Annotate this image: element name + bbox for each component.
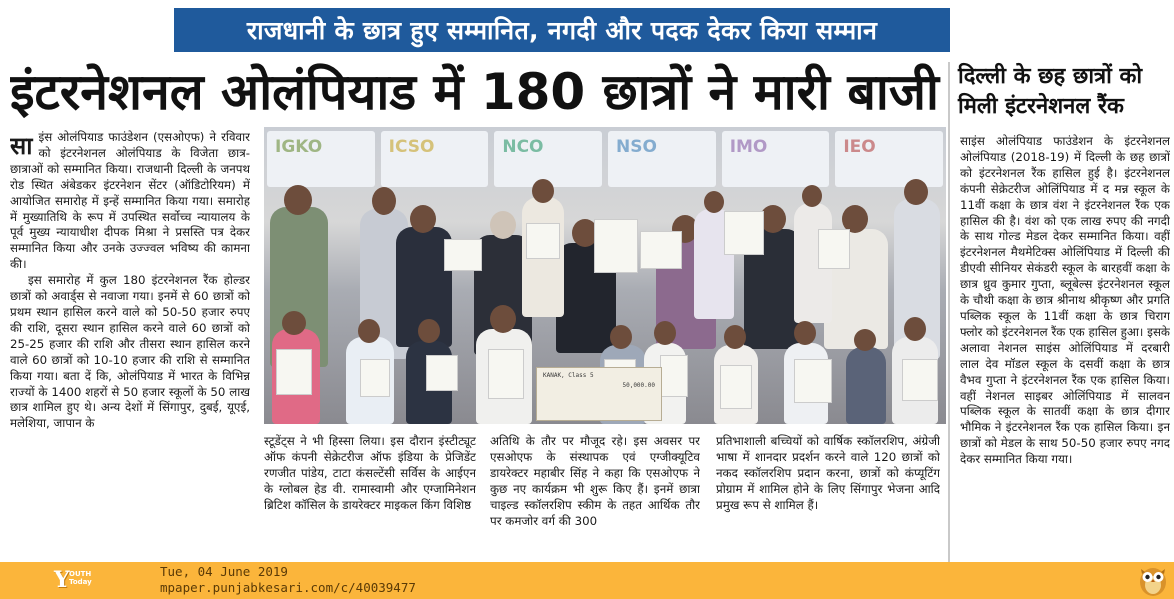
certificate: [640, 231, 682, 269]
publication-url[interactable]: mpaper.punjabkesari.com/c/40039477: [160, 580, 416, 595]
cheque-payee: KANAK, Class 5: [543, 372, 594, 379]
article-column-2: स्टूडेंट्स ने भी हिस्सा लिया। इस दौरान इंस्टीट्यूट ऑफ कंपनी सेक्रेटरीज ऑफ इंडिया के प्रेजिडेंट रणजीत पांडेय, टाटा कंसल्टेंसी सर्विस के आईएन के ग्लोबल हेड वी. रामास्वामी और एग्जामिनेशन ब्रिटिश कॉसिल के डायरेक्टर माइकल किंग विशिष्ठ: [264, 434, 476, 512]
certificate: [794, 359, 832, 403]
article-paragraph-2: इस समारोह में कुल 180 इंटरनेशनल रैंक होल्डर छात्रों को अवार्ड्स से नवाजा गया। इनमें से 60 छात्रों को प्रथम स्थान हासिल करने वाले को 50-50 हजार रुपए की राशि, दूसरा स्थान हासिल करने वाले 60 छात्रों को 25-25 हजार की राशि और तीसरा स्थान हासिल करने वाले 60 छात्रों को 10-10 हजार की राशि से सम्मानित किया गया। बता दें कि, ओलंपियाड में भारत के विभिन्न राज्यों के 1400 शहरों से 50 हजार स्कूलों के 50 लाख छात्र शामिल हुए थे। अन्य देशों में सिंगापुर, दुबई, यूएई, मलेशिया, जापान के: [10, 273, 250, 431]
logo-letter: Y: [54, 567, 70, 593]
student-head: [904, 317, 926, 341]
certificate: [660, 355, 688, 397]
student-head: [358, 319, 380, 343]
certificate: [902, 359, 938, 401]
owl-icon: [1136, 563, 1170, 597]
footer-bar: [0, 562, 1174, 599]
cheque-amount: 50,000.00: [622, 382, 655, 389]
student-head: [654, 321, 676, 345]
adult-head: [372, 187, 396, 215]
adult-head: [904, 179, 928, 205]
student-head: [704, 191, 724, 213]
headline: इंटरनेशनल ओलंपियाड में 180 छात्रों ने मारी बाजी: [10, 63, 939, 121]
kicker-text: राजधानी के छात्र हुए सम्मानित, नगदी और पदक देकर किया सम्मान: [246, 16, 878, 45]
olympiad-banner: NSO: [608, 131, 716, 187]
article-paragraph-1: [10, 130, 250, 273]
student-head: [724, 325, 746, 349]
sidebar-title: दिल्ली के छह छात्रों को मिली इंटरनेशनल रैंक: [958, 64, 1143, 119]
student-head: [490, 305, 516, 333]
certificate: [488, 349, 524, 399]
ceremony-photo: [264, 127, 946, 424]
certificate: [818, 229, 850, 269]
student-head: [854, 329, 876, 351]
student-head: [532, 179, 554, 203]
cheque-board: [536, 367, 662, 421]
student-head: [282, 311, 306, 335]
adult-head: [284, 185, 312, 215]
student-head: [418, 319, 440, 343]
article-paragraph-1-text: इंस ओलंपियाड फाउंडेशन (एसओएफ) ने रविवार को इंटरनेशनल ओलंपियाड के विजेता छात्र-छात्राओं को सम्मानित किया। राजधानी दिल्ली के जनपथ रोड स्थित अंबेडकर इंटरनेशन सेंटर (ऑडिटोरियम) में आयोजित समारोह में इन्हें सम्मानित किया गया। समारोह में मुख्यातिथि के रूप में उपस्थित सर्वोच्च न्यायालय के पूर्व मुख्य न्यायाधीश दीपक मिश्रा ने प्रसस्ति पत्र देकर सम्मानित किया और उनके उज्ज्वल भविष्य की कामना की।: [10, 130, 250, 272]
certificate: [720, 365, 752, 409]
column-divider: [948, 62, 950, 562]
olympiad-banner: IGKO: [267, 131, 375, 187]
dropcap: सा: [10, 132, 33, 160]
student-figure: [846, 347, 886, 424]
student-head: [802, 185, 822, 207]
certificate: [594, 219, 638, 273]
publication-date: Tue, 04 June 2019: [160, 564, 288, 579]
article-column-3: अतिथि के तौर पर मौजूद रहे। इस अवसर पर एसओएफ के संस्थापक एवं एग्जीक्यूटिव डायरेक्टर महाबीर सिंह ने कहा कि एसओएफ ने कुछ नए कार्यक्रम भी शुरू किए हैं। इनमें छात्रा चाइल्ड स्कॉलरशिप स्कीम के तहत आर्थिक तौर पर कमजोर वर्ग की 300: [490, 434, 700, 528]
olympiad-banner: ICSO: [381, 131, 489, 187]
article-column-4: प्रतिभाशाली बच्चियों को वार्षिक स्कॉलरशिप, अंग्रेजी भाषा में शानदार प्रदर्शन करने वाले 120 छात्रों को नकद स्कॉलरशिप प्रदान करना, छात्रों को कंप्यूटिंग प्रोग्राम में शामिल होने के लिए सिंगापुर भेजना आदि प्रमुख रूप से शामिल हैं।: [716, 434, 940, 512]
certificate: [426, 355, 458, 391]
olympiad-banner: IEO: [835, 131, 943, 187]
certificate: [360, 359, 390, 397]
footer-meta: [160, 564, 416, 596]
youth-today-logo: [54, 567, 106, 595]
certificate: [276, 349, 312, 395]
sidebar-body: साइंस ओलंपियाड फाउंडेशन के इंटरनेशनल ओलंपियाड (2018-19) में दिल्ली के छह छात्रों को इंटरनेशनल रैंक हासिल हुई है। इंटरनेशनल कंपनी सेक्रेटरीज ओलिंपियाड में द मन्न स्कूल के 11वीं कक्षा के छात्र वंश ने इंटरनेशनल रैंक एक हासिल की है। वंश को एक लाख रुपए की नगदी के साथ गोल्ड मेडल देकर सम्मानित किया। वहीं इंटरनेशनल मैथमेटिक्स ओलिंपियाड में दिल्ली की डीएवी सीनियर सेकंडरी स्कूल के बारहवीं कक्षा के छात्र ध्रुव कुमार गुप्ता, ब्लूबेल्स इंटरनेशनल स्कूल के चौथी कक्षा के छात्र श्रीनाथ श्रीकृष्ण और प्रगति पब्लिक स्कूल के 11वीं कक्षा के छात्र चिराग फ्लोर को इंटरनेशनल रैंक एक हासिल हुआ। इसके अलावा नेशनल साइंस ओलिंपियाड में दरबारी लाल देव मॉडल स्कूल के दसवीं कक्षा के छात्र वैभव गुप्ता ने इंटरनेशनल रैंक एक हासिल किया। वहीं नेशनल साइबर ओलिंपियाड में सालवन पब्लिक स्कूल के सातवीं कक्षा के छात्र दीगार भौमिक ने इंटरनेशनल रैंक एक हासिल किया। इन छात्रों को मेडल के साथ 50-50 हजार रुपए नगद देकर सम्मानित किया गया।: [960, 134, 1170, 467]
logo-text: OUTH Today: [69, 570, 92, 586]
adult-head: [490, 211, 516, 239]
student-head: [610, 325, 632, 349]
adult-head: [410, 205, 436, 233]
olympiad-banner: NCO: [494, 131, 602, 187]
certificate: [526, 223, 560, 259]
student-head: [794, 321, 816, 345]
certificate: [444, 239, 482, 271]
kicker-banner: [174, 8, 950, 52]
certificate: [724, 211, 764, 255]
article-column-1: [10, 130, 250, 562]
photo-people: [264, 179, 946, 424]
olympiad-banner: IMO: [722, 131, 830, 187]
